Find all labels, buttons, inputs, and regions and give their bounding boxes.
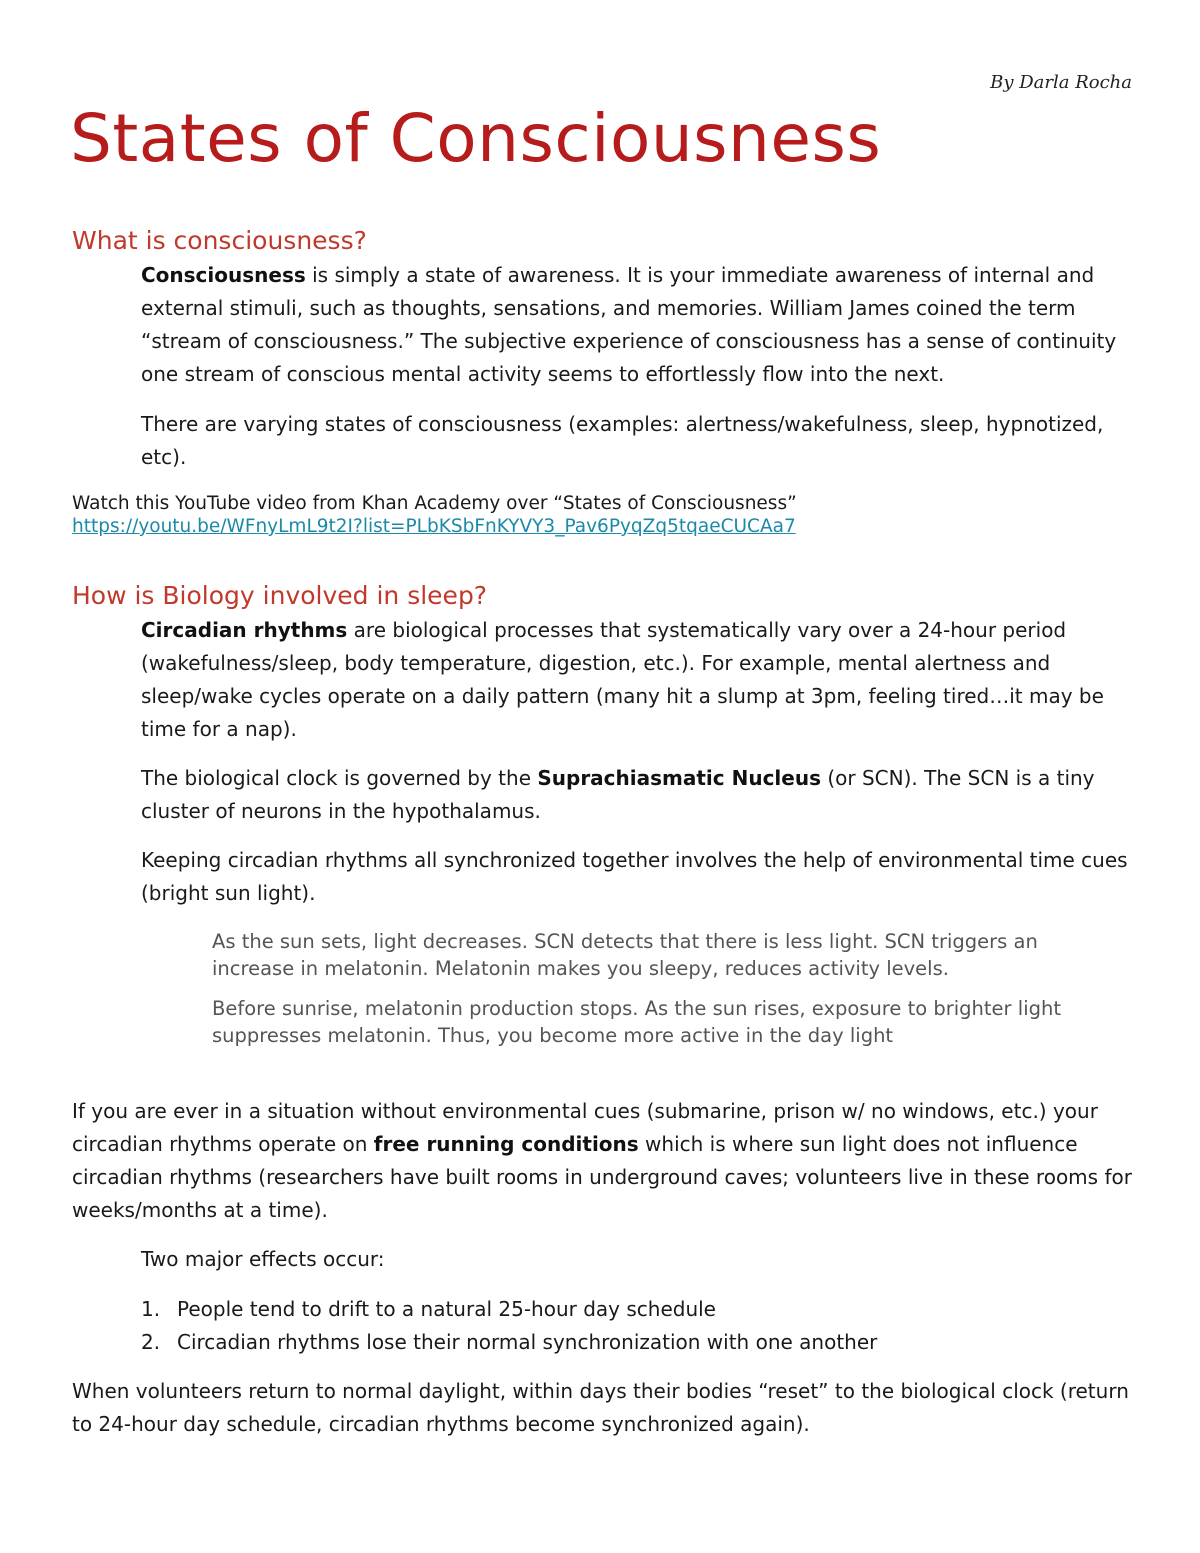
term-scn: Suprachiasmatic Nucleus [537, 766, 821, 790]
term-consciousness: Consciousness [141, 263, 306, 287]
free-running-rest: which is where sun light does not influence circadian rhythms (researchers have built rooms in underground caves; volunteers live in these rooms for weeks/months at a time). [72, 1132, 1132, 1222]
sunrise-note: Before sunrise, melatonin production stops. As the sun rises, exposure to brighter light suppresses melatonin. Thus, you become more active in the day light [212, 997, 1061, 1047]
list-item-text: Circadian rhythms lose their normal synchronization with one another [177, 1330, 878, 1354]
video-reference [72, 492, 1132, 538]
term-circadian-rhythms: Circadian rhythms [141, 618, 348, 642]
list-item [141, 1293, 877, 1326]
section-heading-consciousness: What is consciousness? [72, 226, 367, 255]
free-running-start: If you are ever in a situation without environmental cues (submarine, prison w/ no windows, etc.) your circadian rhythms operate on [72, 1099, 1098, 1156]
sunset-note: As the sun sets, light decreases. SCN detects that there is less light. SCN triggers an increase in melatonin. Melatonin makes you sleepy, reduces activity levels. [212, 930, 1038, 980]
states-paragraph: There are varying states of consciousness (examples: alertness/wakefulness, sleep, hypnotized, etc). [141, 412, 1104, 469]
circadian-definition-text: are biological processes that systematically vary over a 24-hour period (wakefulness/sleep, body temperature, digestion, etc.). For example, mental alertness and sleep/wake cycles operate on a daily pattern (many hit a slump at 3pm, feeling tired…it may be time for a nap). [141, 618, 1104, 741]
youtube-link[interactable]: https://youtu.be/WFnyLmL9t2I?list=PLbKSbFnKYVY3_Pav6PyqZq5tqaeCUCAa7 [72, 516, 796, 537]
scn-paragraph [141, 762, 1131, 828]
time-cues-paragraph: Keeping circadian rhythms all synchronized together involves the help of environmental time cues (bright sun light). [141, 848, 1128, 905]
list-item-number: 1. [141, 1297, 161, 1321]
closing-paragraph: When volunteers return to normal daylight, within days their bodies “reset” to the biological clock (return to 24-hour day schedule, circadian rhythms become synchronized again). [72, 1379, 1129, 1436]
effects-list [141, 1293, 877, 1359]
effects-intro: Two major effects occur: [141, 1247, 385, 1271]
consciousness-definition-text: is simply a state of awareness. It is your immediate awareness of internal and external stimuli, such as thoughts, sensations, and memories. William James coined the term “stream of consciousness.” The subjective experience of consciousness has a sense of continuity one stream of conscious mental activity seems to effortlessly flow into the next. [141, 263, 1117, 386]
scn-paragraph-rest: (or SCN). The SCN is a tiny cluster of neurons in the hypothalamus. [141, 766, 1095, 823]
page-title: States of Consciousness [70, 100, 882, 177]
list-item-number: 2. [141, 1330, 161, 1354]
video-reference-text: Watch this YouTube video from Khan Academy over “States of Consciousness” [72, 493, 797, 514]
consciousness-definition [141, 259, 1131, 391]
circadian-definition [141, 614, 1131, 746]
list-item [141, 1326, 877, 1359]
scn-paragraph-start: The biological clock is governed by the [141, 766, 538, 790]
list-item-text: People tend to drift to a natural 25-hour day schedule [177, 1297, 716, 1321]
section-heading-biology: How is Biology involved in sleep? [72, 581, 488, 610]
term-free-running: free running conditions [373, 1132, 639, 1156]
author-byline: By Darla Rocha [990, 72, 1132, 93]
free-running-paragraph [72, 1095, 1132, 1227]
